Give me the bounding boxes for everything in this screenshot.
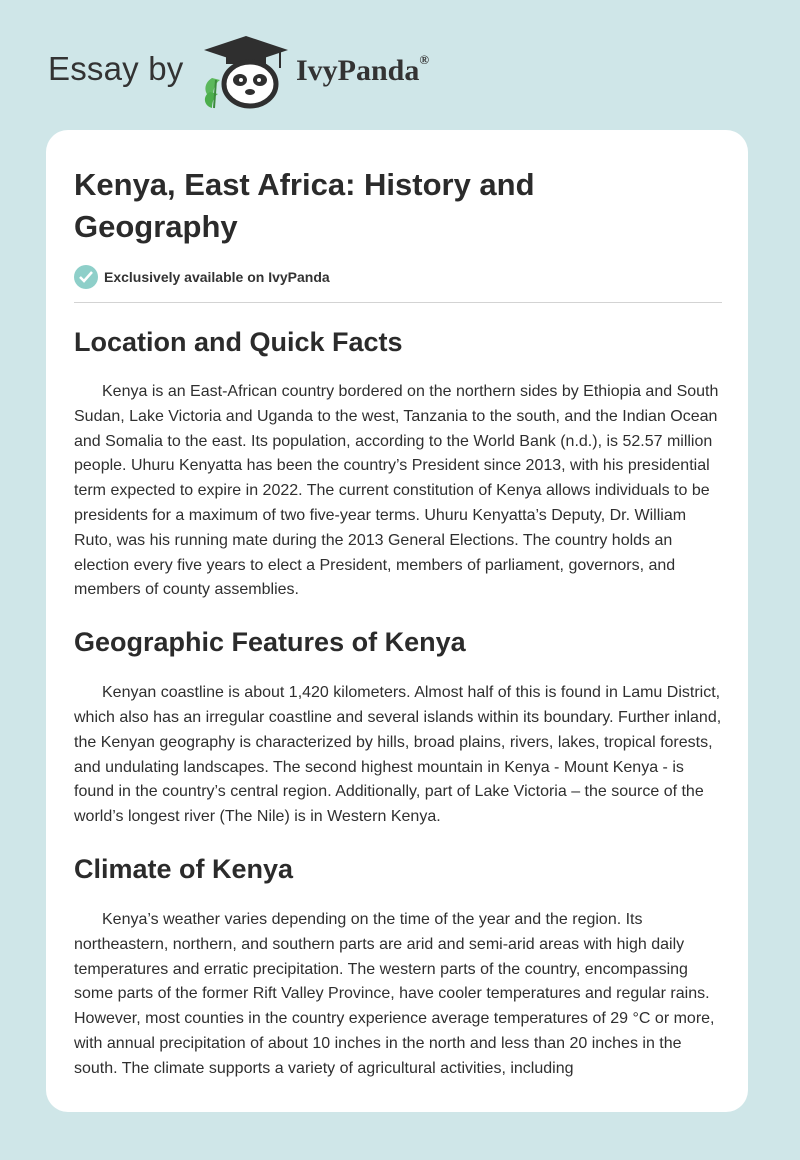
section-heading: Climate of Kenya [74, 853, 294, 884]
article-card [46, 130, 748, 1112]
brand-name[interactable] [296, 54, 429, 88]
divider [74, 302, 722, 303]
section-heading: Location and Quick Facts [74, 327, 403, 357]
exclusive-badge [74, 264, 330, 290]
exclusive-label: Exclusively available on IvyPanda [104, 269, 330, 285]
section-heading: Geographic Features of Kenya [74, 627, 466, 658]
section-paragraph: Kenyan coastline is about 1,420 kilometers. Almost half of this is found in Lamu District, which also has an irregular coastline and several islands within its boundary. Further inland, the Kenyan geography is characterized by hills, broad plains, rivers, lakes, tropical forests, and undulating landscapes. The second highest mountain in Kenya - Mount Kenya - is found in the country’s central region. Additionally, part of Lake Victoria – the source of the world’s longest river (The Nile) is in Western Kenya. [74, 684, 722, 826]
article-title: Kenya, East Africa: History and Geography [74, 167, 535, 244]
brand-name-text: IvyPanda [296, 54, 420, 87]
section-paragraph: Kenya’s weather varies depending on the time of the year and the region. Its northeastern, northern, and southern parts are arid and semi-arid areas with high daily temperatures and erratic precipitation. The western parts of the country, encompassing some parts of the former Rift Valley Province, have cooler temperatures and regular rains. However, most counties in the country experience average temperatures of 29 °C or more, with annual precipitation of about 10 inches in the north and less than 20 inches in the south. The climate supports a variety of agricultural activities, including [74, 910, 715, 1077]
check-icon [74, 265, 98, 289]
section-paragraph: Kenya is an East-African country bordered on the northern sides by Ethiopia and South Sudan, Lake Victoria and Uganda to the west, Tanzania to the south, and the Indian Ocean and Somalia to the east. Its population, according to the World Bank (n.d.), is 52.57 million people. Uhuru Kenyatta has been the country’s President since 2013, with his presidential term expected to expire in 2022. The current constitution of Kenya allows individuals to be presidents for a maximum of two five-year terms. Uhuru Kenyatta’s Deputy, Dr. William Ruto, was his running mate during the 2013 General Elections. The country holds an election every five years to elect a President, members of parliament, governors, and members of county assemblies. [74, 383, 719, 599]
article-body [74, 324, 724, 1082]
site-header [0, 0, 800, 120]
panda-graduate-icon [200, 34, 292, 110]
registered-mark: ® [419, 52, 430, 67]
brand-prefix: Essay by [48, 50, 184, 87]
